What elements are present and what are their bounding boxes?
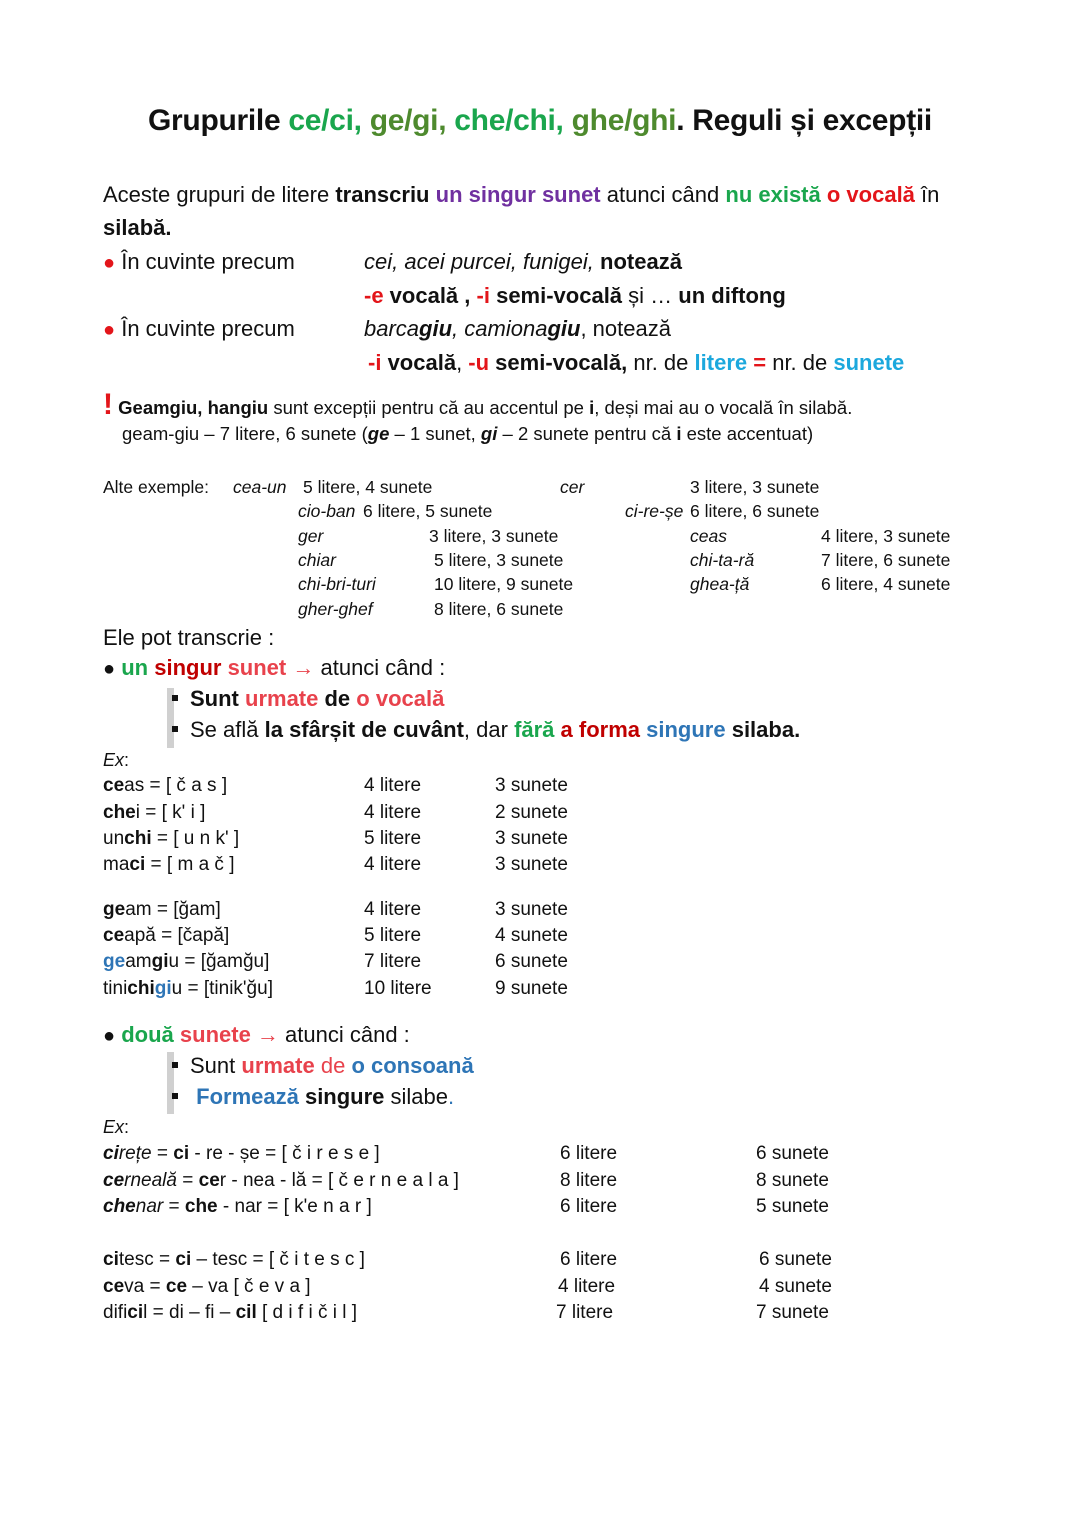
example-row (103, 1170, 459, 1192)
text: un (121, 655, 149, 680)
letters-count: 4 litere (364, 854, 422, 875)
example-count: 4 litere, 3 sunete (821, 526, 951, 546)
text: u = [ğamğu] (168, 951, 270, 972)
text: atunci când (600, 182, 726, 207)
text: ce (103, 1170, 125, 1191)
sounds-count: 3 sunete (495, 828, 568, 849)
text: semi-vocală (489, 283, 623, 308)
sounds-count: 3 sunete (495, 775, 568, 796)
text: ci (173, 1143, 190, 1164)
text: singur (148, 655, 222, 680)
text: i (676, 423, 682, 444)
text: as = [ č a s ] (124, 775, 228, 796)
case2-explanation (368, 350, 904, 376)
text: urmate (238, 686, 319, 711)
text: silaba. (725, 717, 801, 742)
red-bullet-icon: ● (103, 252, 116, 274)
text: i = [ k' i ] (135, 802, 206, 823)
text: nr. de (627, 350, 695, 375)
bullet-icon: ● (103, 658, 116, 680)
text: ci (103, 1249, 119, 1270)
text: fără (514, 717, 555, 742)
sounds-count: 7 sunete (756, 1302, 829, 1323)
letters-count: 7 litere (556, 1302, 614, 1323)
case1-examples (364, 249, 682, 275)
example-word: gher-ghef (298, 599, 373, 619)
text: un (103, 828, 125, 849)
text: = (747, 350, 773, 375)
letters-count: 8 litere (560, 1170, 618, 1191)
text-bold: notează (593, 249, 682, 274)
text: tini (103, 978, 128, 999)
text: o consoană (345, 1053, 474, 1078)
text: u = [tinik'ğu] (171, 978, 273, 999)
text: Sunt (190, 1053, 242, 1078)
example-word: cer (560, 477, 585, 497)
text: a forma (554, 717, 641, 742)
text: sunet (221, 655, 287, 680)
text: tesc (118, 1249, 154, 1270)
text: chi (124, 828, 152, 849)
sounds-count: 9 sunete (495, 978, 568, 999)
sounds-count: 3 sunete (495, 899, 568, 920)
example-word: cea-un (233, 477, 287, 497)
section2-rule-2 (172, 1084, 454, 1110)
text: ce (103, 925, 125, 946)
text: Ex (103, 750, 125, 770)
text: – va [ č e v a ] (187, 1276, 311, 1297)
text: de (314, 1053, 346, 1078)
exception-line-2 (122, 423, 813, 445)
text: sunete (173, 1022, 251, 1047)
text: = di – fi – (147, 1302, 236, 1323)
text: gi (480, 423, 498, 444)
square-bullet-icon (172, 695, 178, 701)
sounds-count: 6 sunete (759, 1249, 832, 1270)
text: = (176, 1170, 199, 1191)
text: che (184, 1196, 218, 1217)
example-row (103, 1302, 357, 1324)
square-bullet-icon (172, 1093, 178, 1099)
text: -u (468, 350, 490, 375)
example-row (103, 899, 221, 921)
text: în (914, 182, 940, 207)
section1-heading (103, 655, 445, 681)
text: este accentuat) (681, 423, 814, 444)
text: o vocală (350, 686, 445, 711)
case1-label (103, 249, 295, 275)
title-group-che-chi: che/chi, (454, 104, 564, 137)
text: nr. de (772, 350, 834, 375)
highlight-nu-exista: nu există (725, 182, 821, 207)
case2-label-text: În cuvinte precum (121, 316, 295, 341)
text: – 2 sunete pentru că (497, 423, 677, 444)
text: che (103, 1196, 136, 1217)
text: giu (547, 316, 581, 341)
text: . (448, 1084, 455, 1109)
text: ge (103, 951, 126, 972)
example-count: 3 litere, 3 sunete (690, 477, 820, 497)
letters-count: 5 litere (364, 925, 422, 946)
bullet-icon: ● (103, 1025, 116, 1047)
example-count: 5 litere, 4 sunete (303, 477, 433, 497)
title-group-ce-ci: ce/ci, (288, 104, 362, 137)
text: sunt excepții pentru că au accentul pe (268, 397, 590, 418)
example-count: 3 litere, 3 sunete (429, 526, 559, 546)
text: , notează (580, 316, 671, 341)
sounds-count: 8 sunete (756, 1170, 829, 1191)
arrow-right-icon: → (286, 655, 321, 680)
text: geam-giu – 7 litere, 6 sunete ( (122, 423, 368, 444)
letters-count: 10 litere (364, 978, 432, 999)
text: cei, acei purcei, funigei, (364, 249, 594, 274)
text: Aceste grupuri de litere (103, 182, 336, 207)
example-word: ger (298, 526, 324, 546)
example-row (103, 1143, 380, 1165)
text: și … (622, 283, 679, 308)
example-word: chiar (298, 550, 336, 570)
text: ma (103, 854, 130, 875)
case2-label (103, 316, 295, 342)
text: atunci când : (285, 1022, 410, 1047)
text: nar (135, 1196, 164, 1217)
sounds-count: 4 sunete (495, 925, 568, 946)
text: am (125, 951, 152, 972)
letters-count: 4 litere (364, 802, 422, 823)
text: ci (129, 854, 146, 875)
text: ce (103, 775, 125, 796)
text: litere (694, 350, 748, 375)
example-row (103, 854, 235, 876)
highlight-o-vocala: o vocală (826, 182, 915, 207)
example-count: 6 litere, 6 sunete (690, 501, 820, 521)
text: două (121, 1022, 174, 1047)
text: = [ u n k' ] (151, 828, 240, 849)
section2-heading (103, 1022, 410, 1048)
text: : (124, 750, 130, 770)
square-bullet-icon (172, 726, 178, 732)
example-row (103, 828, 239, 850)
example-row (103, 951, 269, 973)
example-count: 6 litere, 5 sunete (363, 501, 493, 521)
text: = (153, 1249, 176, 1270)
letters-count: 4 litere (364, 899, 422, 920)
text: -i (476, 283, 490, 308)
title-prefix: Grupurile (148, 104, 289, 137)
example-word: ghea-ță (690, 574, 750, 594)
intro-line-2: silabă. (103, 215, 172, 240)
example-row (103, 1249, 365, 1271)
example-word: cio-ban (298, 501, 356, 521)
example-row (103, 1196, 372, 1218)
title-group-ge-gi: ge/gi, (369, 104, 447, 137)
example-count: 6 litere, 4 sunete (821, 574, 951, 594)
text: ci (175, 1249, 192, 1270)
example-count: 7 litere, 6 sunete (821, 550, 951, 570)
exclamation-icon: ! (103, 388, 113, 421)
example-word: chi-bri-turi (298, 574, 376, 594)
sounds-count: 3 sunete (495, 854, 568, 875)
text: r - nea - lă = [ č e r n e a l a ] (219, 1170, 459, 1191)
text: - nar = [ k'e n a r ] (217, 1196, 372, 1217)
case2-examples (364, 316, 671, 342)
text: = (151, 1143, 174, 1164)
example-row (103, 925, 229, 947)
section2-ex-label (103, 1117, 129, 1138)
sounds-count: 2 sunete (495, 802, 568, 823)
sounds-count: 6 sunete (756, 1143, 829, 1164)
text: ge (367, 423, 390, 444)
sounds-count: 5 sunete (756, 1196, 829, 1217)
text: = (163, 1196, 185, 1217)
case1-label-text: În cuvinte precum (121, 249, 295, 274)
text: vocală (381, 350, 457, 375)
text: : (124, 1117, 130, 1137)
section1-intro: Ele pot transcrie : (103, 625, 275, 650)
text: – tesc = [ č i t e s c ] (191, 1249, 365, 1270)
example-row (103, 1276, 311, 1298)
text: cil (235, 1302, 257, 1323)
text-bold: transcriu (335, 182, 430, 207)
letters-count: 7 litere (364, 951, 422, 972)
section1-rule-2 (172, 717, 800, 743)
section2-rule-1 (172, 1053, 474, 1079)
text: l (143, 1302, 148, 1323)
highlight-un-singur-sunet: un singur sunet (435, 182, 601, 207)
text: difi (103, 1302, 128, 1323)
text: gi (154, 978, 172, 999)
text: che (103, 802, 136, 823)
section1-rule-1 (172, 686, 444, 712)
text: apă = [čapă] (124, 925, 230, 946)
letters-count: 4 litere (558, 1276, 616, 1297)
red-bullet-icon: ● (103, 319, 116, 341)
text: , dar (463, 717, 515, 742)
example-row (103, 978, 273, 1000)
text: un diftong (678, 283, 786, 308)
text: – 1 sunet, (389, 423, 481, 444)
text: -i (368, 350, 382, 375)
example-word: ceas (690, 526, 727, 546)
example-count: 10 litere, 9 sunete (434, 574, 574, 594)
text: de (318, 686, 351, 711)
case1-explanation (364, 283, 786, 309)
text: urmate (241, 1053, 315, 1078)
letters-count: 4 litere (364, 775, 422, 796)
page-title (0, 104, 1080, 138)
section1-ex-label (103, 750, 129, 771)
text: Formează (196, 1084, 299, 1109)
exception-line-1 (103, 388, 852, 422)
text: = [ m a č ] (145, 854, 235, 875)
text: [ d i f i č i l ] (256, 1302, 358, 1323)
text: va (124, 1276, 145, 1297)
text: = (144, 1276, 166, 1297)
text: barca (364, 316, 420, 341)
sounds-count: 4 sunete (759, 1276, 832, 1297)
text: gi (151, 951, 169, 972)
text: , deși mai au o vocală în silabă. (594, 397, 853, 418)
text: Se află (190, 717, 265, 742)
text: singure (298, 1084, 385, 1109)
other-examples-label: Alte exemple: (103, 477, 210, 497)
text: sunete (833, 350, 905, 375)
text: atunci când : (320, 655, 446, 680)
text: chi (127, 978, 155, 999)
letters-count: 6 litere (560, 1143, 618, 1164)
text: ci (127, 1302, 144, 1323)
text: Ex (103, 1117, 125, 1137)
text: rneală (124, 1170, 177, 1191)
example-row (103, 802, 205, 824)
letters-count: 6 litere (560, 1249, 618, 1270)
text: ce (103, 1276, 125, 1297)
text: -e (364, 283, 384, 308)
text: silabe (384, 1084, 449, 1109)
text: Sunt (190, 686, 239, 711)
text: ci (103, 1143, 119, 1164)
text: ge (103, 899, 126, 920)
example-word: ci-re-șe (625, 501, 684, 521)
arrow-right-icon: → (250, 1022, 286, 1047)
text: giu (419, 316, 453, 341)
text: , (456, 350, 469, 375)
text: rețe (118, 1143, 152, 1164)
intro-line-1 (103, 182, 939, 208)
sounds-count: 6 sunete (495, 951, 568, 972)
text: i (589, 397, 595, 418)
square-bullet-icon (172, 1062, 178, 1068)
example-count: 8 litere, 6 sunete (434, 599, 564, 619)
letters-count: 5 litere (364, 828, 422, 849)
text: singure (640, 717, 726, 742)
text: la sfârșit de cuvânt (264, 717, 464, 742)
title-group-ghe-ghi: ghe/ghi (571, 104, 677, 137)
text: , camiona (452, 316, 548, 341)
title-suffix: . Reguli și excepții (676, 104, 932, 137)
text: Geamgiu, hangiu (118, 397, 269, 418)
text: semi-vocală, (489, 350, 628, 375)
case1-words (364, 249, 594, 274)
text: vocală , (383, 283, 477, 308)
example-count: 5 litere, 3 sunete (434, 550, 564, 570)
text: ce (165, 1276, 188, 1297)
text: am = [ğam] (125, 899, 221, 920)
letters-count: 6 litere (560, 1196, 618, 1217)
text: ce (198, 1170, 220, 1191)
text: - re - șe = [ č i r e s e ] (189, 1143, 380, 1164)
example-word: chi-ta-ră (690, 550, 755, 570)
example-row (103, 775, 227, 797)
